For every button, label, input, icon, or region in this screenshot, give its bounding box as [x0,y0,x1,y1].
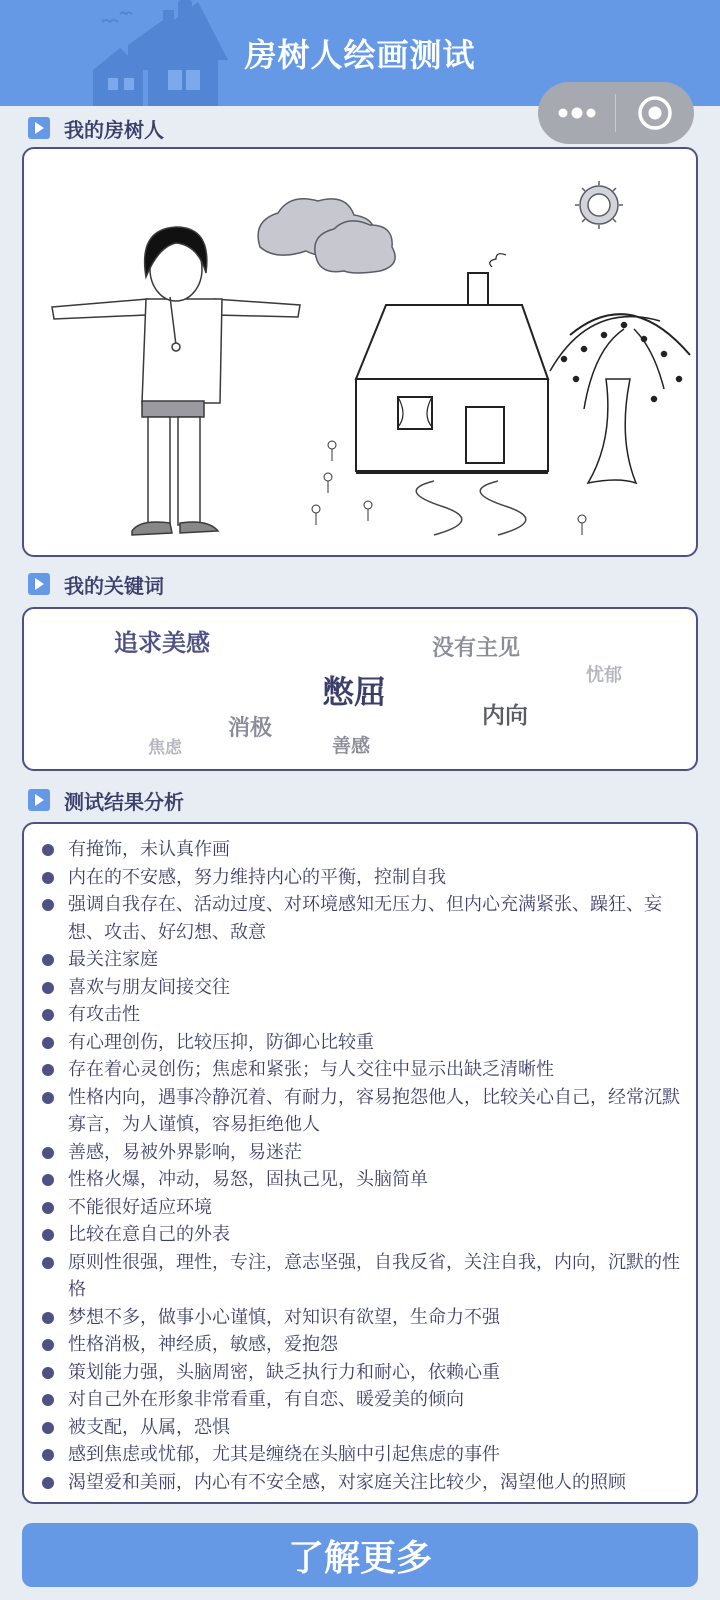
keyword-tag: 善感 [332,735,371,757]
result-item: 善感，易被外界影响，易迷茫 [42,1139,684,1167]
result-item: 渴望爱和美丽，内心有不安全感，对家庭关注比较少，渴望他人的照顾 [42,1469,684,1497]
result-item: 对自己外在形象非常看重，有自恋、暖爱美的倾向 [42,1386,684,1414]
keyword-tag: 消极 [228,716,273,741]
result-item: 强调自我存在、活动过度、对环境感知无压力、但内心充满紧张、躁狂、妄想、攻击、好幻想、敌意 [42,891,684,946]
keyword-tag: 没有主见 [432,636,521,661]
play-triangle-icon [28,573,50,595]
result-item: 喜欢与朋友间接交往 [42,974,684,1002]
more-dots-icon [557,107,597,119]
result-item: 有攻击性 [42,1001,684,1029]
sun-icon [575,181,623,229]
capsule-menu [538,82,694,144]
keywords-cloud [22,607,698,771]
section-title: 测试结果分析 [64,789,184,814]
result-item: 性格火爆，冲动，易怒，固执己见，头脑简单 [42,1166,684,1194]
target-icon [637,95,673,131]
keyword-tag: 憋屈 [322,673,387,711]
result-item: 内在的不安感，努力维持内心的平衡，控制自我 [42,864,684,892]
result-item: 被支配，从属，恐惧 [42,1414,684,1442]
section-title: 我的关键词 [64,573,164,598]
keyword-tag: 内向 [482,703,528,729]
result-item: 不能很好适应环境 [42,1194,684,1222]
house-tree-person-drawing [24,149,695,554]
keyword-tag: 追求美感 [114,629,210,657]
person-figure [52,227,300,535]
result-item: 原则性很强，理性，专注，意志坚强，自我反省，关注自我，内向，沉默的性格 [42,1249,684,1304]
result-item: 比较在意自己的外表 [42,1221,684,1249]
section-header-keywords [28,570,164,598]
page-title: 房树人绘画测试 [244,36,476,74]
drawing-panel [22,147,698,557]
more-button[interactable] [538,82,615,144]
result-item: 策划能力强，头脑周密，缺乏执行力和耐心，依赖心重 [42,1359,684,1387]
result-item: 有心理创伤，比较压抑，防御心比较重 [42,1029,684,1057]
keyword-tag: 焦虑 [148,738,182,758]
result-item: 梦想不多，做事小心谨慎，对知识有欲望，生命力不强 [42,1304,684,1332]
result-item: 有掩饰，未认真作画 [42,836,684,864]
results-list-panel[interactable] [22,822,698,1504]
house-figure [356,254,548,472]
results-list [42,836,684,1496]
learn-more-button[interactable]: 了解更多 [22,1523,698,1587]
play-triangle-icon [28,789,50,811]
section-header-results [28,786,184,814]
keyword-tag: 忧郁 [586,665,622,686]
section-header-drawing [28,114,164,142]
result-item: 性格内向，遇事冷静沉着、有耐力，容易抱怨他人，比较关心自己，经常沉默寡言，为人谨慎，容易拒绝他人 [42,1084,684,1139]
result-item: 最关注家庭 [42,946,684,974]
tree-figure [550,314,690,483]
result-item: 感到焦虑或忧郁，尤其是缠绕在头脑中引起焦虑的事件 [42,1441,684,1469]
close-miniprogram-button[interactable] [616,82,693,144]
result-item: 存在着心灵创伤；焦虑和紧张；与人交往中显示出缺乏清晰性 [42,1056,684,1084]
result-item: 性格消极，神经质，敏感，爱抱怨 [42,1331,684,1359]
play-triangle-icon [28,117,50,139]
section-title: 我的房树人 [64,117,164,142]
